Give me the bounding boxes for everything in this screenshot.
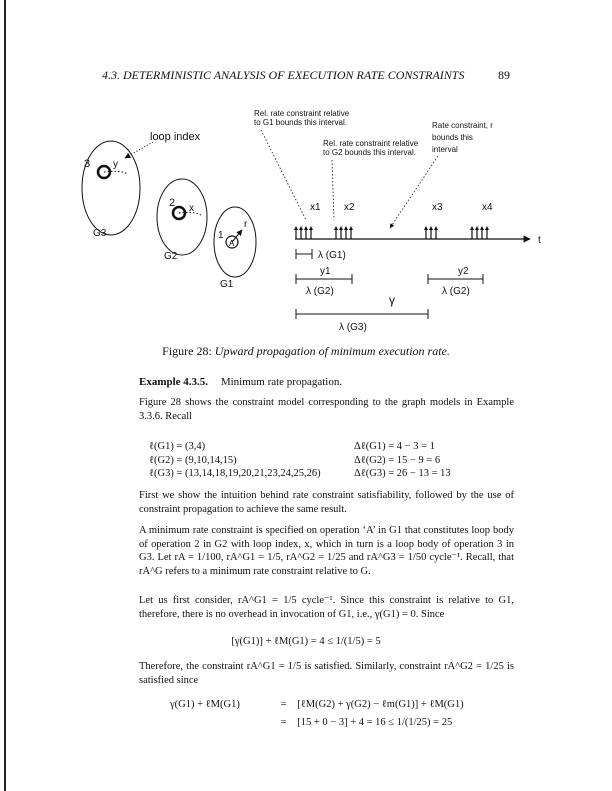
rel-g2-line2: to G2 bounds this interval. — [323, 148, 416, 157]
eq-left: ℓ(G2) = (9,10,14,15) — [149, 454, 237, 466]
x3-label: x3 — [432, 202, 443, 213]
node-a-label: A — [229, 239, 235, 248]
x4-label: x4 — [482, 202, 493, 213]
y1-label: y1 — [320, 266, 331, 277]
lambda-g1-label: λ (G1) — [318, 250, 346, 261]
interval-y2 — [428, 274, 483, 284]
x-label: x — [189, 203, 194, 214]
constraint-diagram — [80, 92, 550, 352]
event-group-x4 — [472, 228, 487, 239]
page-edge-bar — [4, 0, 6, 791]
eq-right: Δℓ(G3) = 26 − 13 = 13 — [354, 468, 451, 479]
rel-g1-line1: Rel. rate constraint relative — [254, 109, 350, 118]
eq-row — [149, 440, 509, 454]
rate-r-line1: Rate constraint, r — [432, 121, 493, 130]
node-1-label: 1 — [218, 230, 224, 241]
running-header — [102, 68, 510, 83]
loop-index-pointer — [125, 142, 153, 158]
g1-label: G1 — [220, 279, 234, 290]
r-label: r — [244, 219, 248, 230]
header-title: 4.3. DETERMINISTIC ANALYSIS OF EXECUTION RATE CONSTRAINTS — [102, 68, 465, 82]
align-row-1 — [170, 696, 464, 714]
pointer-g2 — [332, 160, 334, 220]
example-title: Minimum rate propagation. — [220, 376, 343, 388]
t-label: t — [538, 235, 541, 246]
eq-right: Δℓ(G2) = 15 − 9 = 6 — [354, 454, 441, 466]
inequality-1: [γ(G1)] + ℓM(G1) = 4 ≤ 1/(1/5) = 5 — [231, 636, 381, 647]
interval-gamma — [296, 309, 428, 319]
aligned-equation — [170, 696, 464, 732]
gamma-label: γ — [389, 293, 395, 307]
paragraph-1: Figure 28 shows the constraint model corresponding to the graph models in Example 3.3.6. Recall — [139, 397, 514, 422]
figure-caption — [0, 344, 612, 359]
lambda-g3-label: λ (G3) — [339, 322, 367, 333]
rel-g2-line1: Rel. rate constraint relative — [323, 139, 419, 148]
caption-text: Upward propagation of minimum execution rate. — [214, 344, 450, 358]
caption-label: Figure 28: — [162, 344, 212, 358]
event-group-x1 — [296, 228, 311, 239]
interval-lambda-g1 — [296, 249, 312, 259]
paragraph-4: Let us first consider, rA^G1 = 1/5 cycle⁻¹. Since this constraint is relative to G1, therefore, there is no overhead in invocation of G1, i.e., γ(G1) = 0. Since — [139, 595, 514, 620]
rel-g1-line2: to G1 bounds this interval. — [254, 118, 347, 127]
pointer-r — [390, 156, 438, 228]
y-label: y — [113, 159, 118, 170]
g3-label: G3 — [93, 228, 107, 239]
align-rhs: [15 + 0 − 3] + 4 = 16 ≤ 1/(1/25) = 25 — [297, 717, 453, 728]
g3-ellipse — [82, 141, 140, 235]
align-row-2 — [170, 714, 464, 732]
node-2-label: 2 — [169, 197, 176, 209]
rate-r-line3: interval — [432, 145, 458, 154]
paragraph-5: Therefore, the constraint rA^G1 = 1/5 is satisfied. Similarly, constraint rA^G2 = 1/25 is satisfied since — [139, 661, 514, 686]
figure-28 — [80, 92, 550, 352]
page-number: 89 — [498, 68, 510, 82]
loop-index-label: loop index — [150, 131, 201, 143]
align-op: = — [280, 717, 287, 728]
g2-label: G2 — [164, 251, 178, 262]
paragraph-2: First we show the intuition behind rate constraint satisfiability, followed by the use of constraint propagation to achieve the same result. — [139, 490, 514, 515]
example-heading — [139, 376, 342, 388]
y2-label: y2 — [458, 266, 469, 277]
x2-label: x2 — [344, 202, 355, 213]
eq-right: Δℓ(G1) = 4 − 3 = 1 — [354, 441, 435, 452]
rate-r-line2: bounds this — [432, 133, 473, 142]
node-3-label: 3 — [84, 158, 91, 170]
align-lhs: γ(G1) + ℓM(G1) — [170, 699, 240, 710]
align-rhs: [ℓM(G2) + γ(G2) − ℓm(G1)] + ℓM(G1) — [297, 699, 464, 710]
lambda-g2-a-label: λ (G2) — [306, 286, 334, 297]
x1-label: x1 — [310, 202, 321, 213]
pointer-g1 — [261, 130, 306, 220]
example-label: Example 4.3.5. — [139, 376, 209, 388]
eq-left: ℓ(G3) = (13,14,18,19,20,21,23,24,25,26) — [149, 468, 321, 479]
event-group-x2 — [336, 228, 351, 239]
recall-equations — [149, 440, 509, 481]
lambda-g2-b-label: λ (G2) — [442, 286, 470, 297]
eq-row — [149, 467, 509, 481]
paragraph-3: A minimum rate constraint is specified on operation ‘A’ in G1 that constitutes loop body of operation 2 in G2 with loop index, x, which in turn is a loop body of operation 3 in G3. Let rA = 1/100, rA^G1 = 1/5, rA^G2 = 1/25 and rA^G3 = 1/50 cycle⁻¹. Recall, that rA^G refers to a minimum rate constraint relative to G. — [139, 525, 514, 577]
eq-left: ℓ(G1) = (3,4) — [149, 441, 206, 452]
eq-row — [149, 454, 509, 468]
align-op: = — [280, 699, 287, 710]
event-arrowheads — [294, 226, 489, 230]
